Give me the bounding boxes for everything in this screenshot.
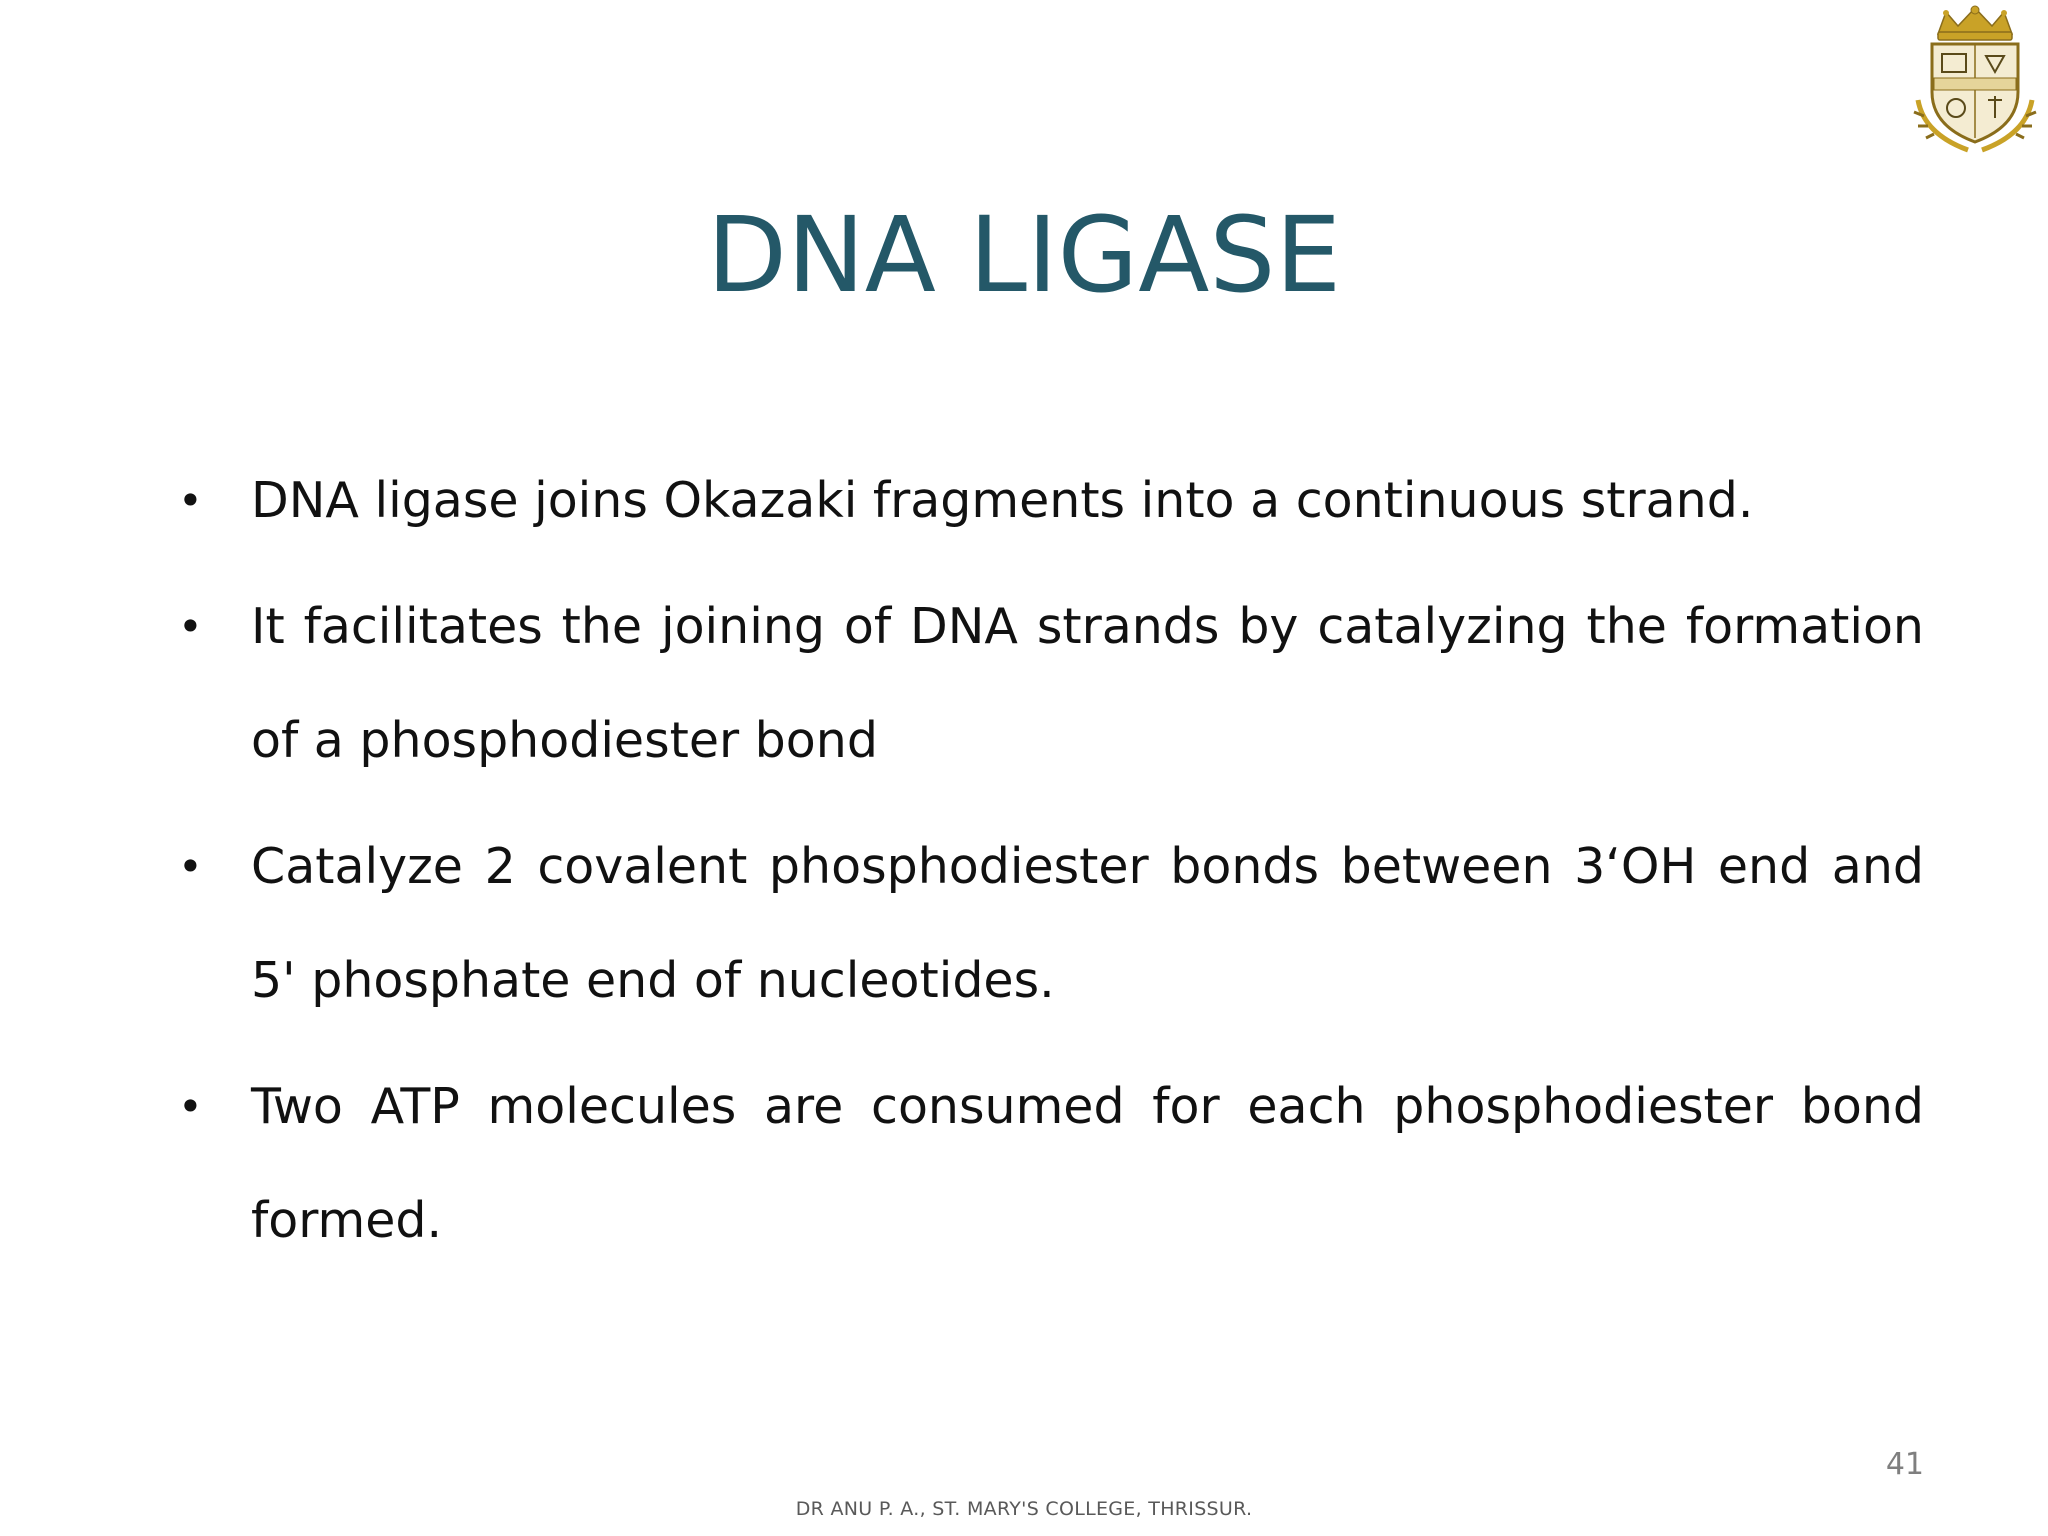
bullet-text: Two ATP molecules are consumed for each phosphodiester bond formed. bbox=[251, 1078, 1924, 1249]
list-item bbox=[170, 570, 1924, 798]
slide-title: DNA LIGASE bbox=[706, 194, 1342, 316]
bullet-list bbox=[170, 444, 1924, 1290]
bullet-text: DNA ligase joins Okazaki fragments into a continuous strand. bbox=[251, 472, 1754, 529]
bullet-marker: • bbox=[178, 602, 203, 651]
bullet-text: It facilitates the joining of DNA strands by catalyzing the formation of a phosphodiester bond bbox=[251, 598, 1924, 769]
list-item bbox=[170, 1050, 1924, 1278]
college-crest-icon bbox=[1908, 4, 2042, 154]
footer-credit: DR ANU P. A., ST. MARY'S COLLEGE, THRISSUR. bbox=[795, 1498, 1253, 1520]
bullet-text: Catalyze 2 covalent phosphodiester bonds between 3‘OH end and 5' phosphate end of nucleotides. bbox=[251, 838, 1924, 1009]
list-item bbox=[170, 810, 1924, 1038]
bullet-marker: • bbox=[178, 1082, 203, 1131]
page-number: 41 bbox=[1885, 1447, 1924, 1482]
list-item bbox=[170, 444, 1924, 558]
bullet-marker: • bbox=[178, 842, 203, 891]
bullet-marker: • bbox=[178, 476, 203, 525]
